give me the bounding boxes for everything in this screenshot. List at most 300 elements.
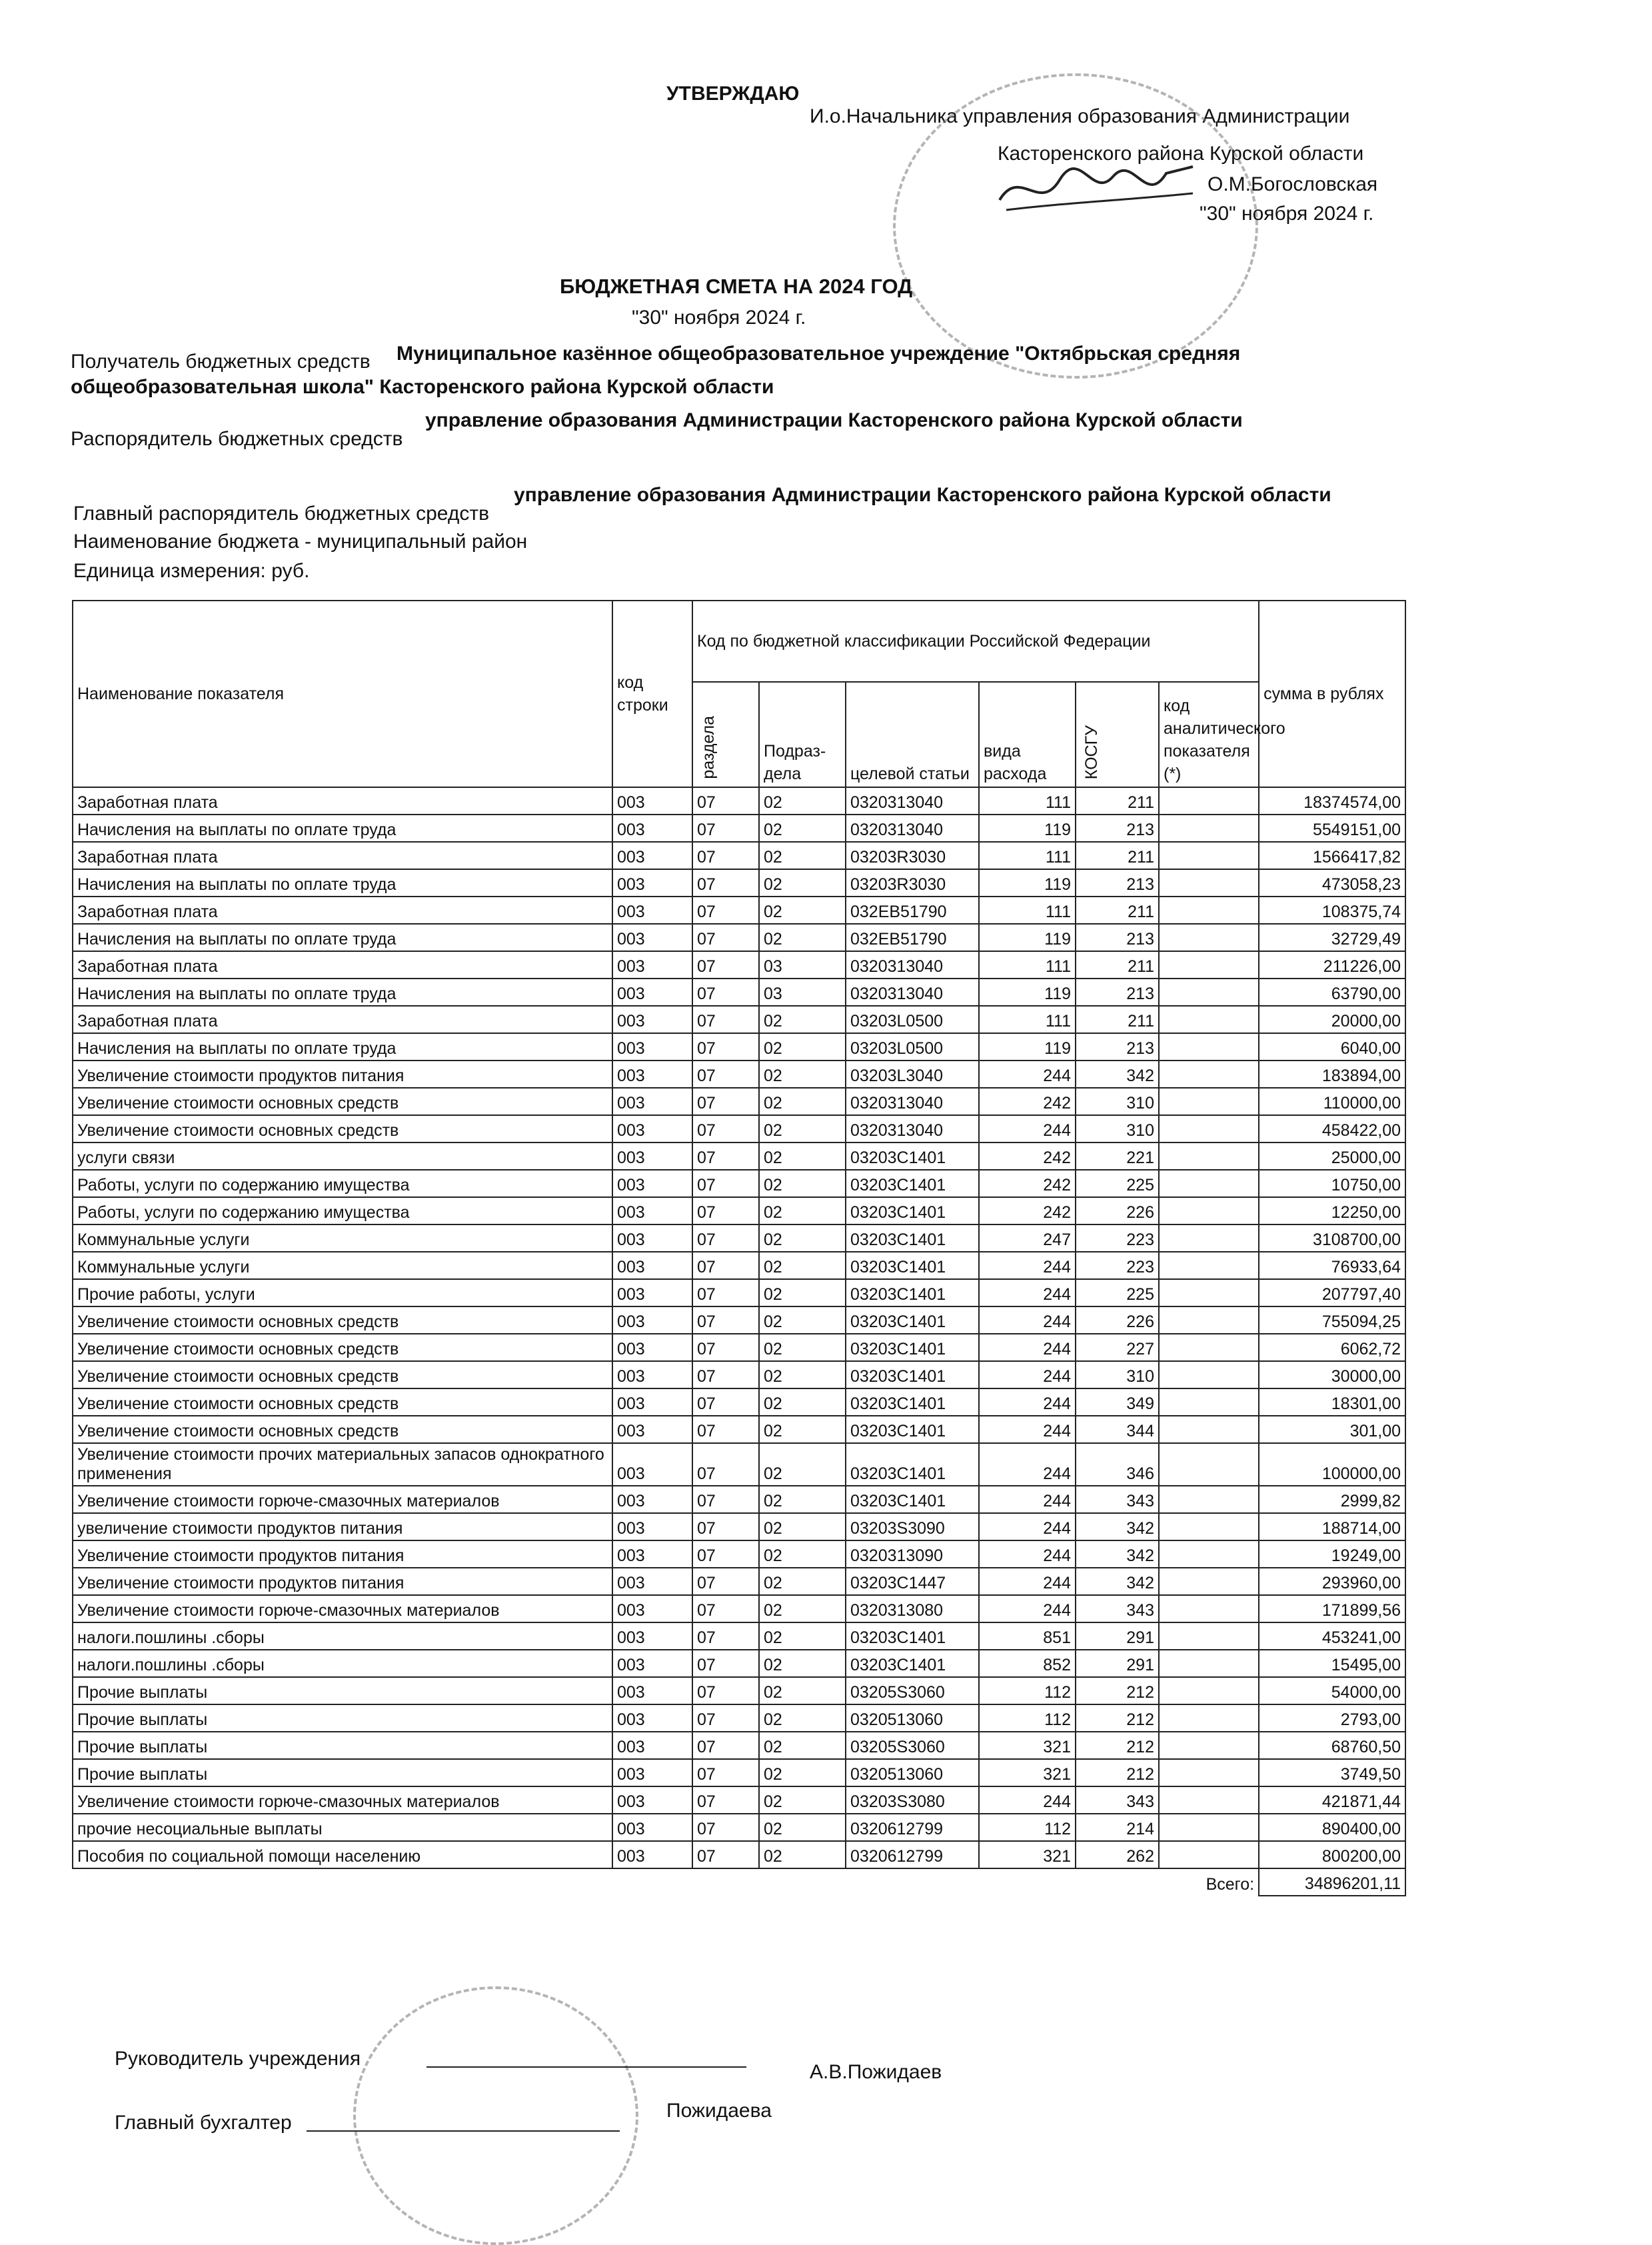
cell-name: Увеличение стоимости продуктов питания (73, 1568, 612, 1595)
cell-sum: 1566417,82 (1259, 842, 1405, 869)
cell-sum: 293960,00 (1259, 1568, 1405, 1595)
cell-subsection: 02 (759, 1841, 846, 1868)
cell-kosgu: 223 (1076, 1224, 1159, 1252)
table-row (73, 1513, 1405, 1540)
table-row (73, 1443, 1405, 1486)
cell-section: 07 (692, 1142, 759, 1170)
cell-sum: 19249,00 (1259, 1540, 1405, 1568)
cell-sum: 211226,00 (1259, 951, 1405, 979)
cell-target: 0320513060 (846, 1704, 979, 1732)
cell-expense: 244 (979, 1443, 1076, 1486)
cell-code: 003 (612, 1252, 692, 1279)
cell-analytic (1159, 897, 1259, 924)
cell-kosgu: 211 (1076, 787, 1159, 815)
cell-name: Увеличение стоимости основных средств (73, 1115, 612, 1142)
cell-name: увеличение стоимости продуктов питания (73, 1513, 612, 1540)
cell-kosgu: 226 (1076, 1306, 1159, 1334)
cell-target: 03203С1401 (846, 1334, 979, 1361)
cell-section: 07 (692, 1388, 759, 1416)
cell-subsection: 02 (759, 1759, 846, 1786)
cell-expense: 242 (979, 1197, 1076, 1224)
cell-subsection: 02 (759, 1786, 846, 1814)
table-row (73, 1622, 1405, 1650)
cell-code: 003 (612, 1361, 692, 1388)
table-row (73, 1142, 1405, 1170)
head-name: А.В.Пожидаев (810, 2061, 942, 2083)
cell-section: 07 (692, 924, 759, 951)
cell-sum: 20000,00 (1259, 1006, 1405, 1033)
cell-subsection: 02 (759, 1033, 846, 1061)
head-signature-line (426, 2066, 746, 2068)
cell-sum: 890400,00 (1259, 1814, 1405, 1841)
cell-kosgu: 212 (1076, 1732, 1159, 1759)
cell-code: 003 (612, 1334, 692, 1361)
cell-expense: 247 (979, 1224, 1076, 1252)
header-sum: сумма в рублях (1259, 601, 1405, 787)
cell-code: 003 (612, 924, 692, 951)
cell-expense: 244 (979, 1786, 1076, 1814)
cell-expense: 244 (979, 1334, 1076, 1361)
recipient-value-1: Муниципальное казённое общеобразовательное учреждение "Октябрьская средняя (397, 343, 1241, 365)
cell-name: Работы, услуги по содержанию имущества (73, 1170, 612, 1197)
cell-subsection: 02 (759, 842, 846, 869)
cell-kosgu: 211 (1076, 897, 1159, 924)
header-name: Наименование показателя (73, 601, 612, 787)
cell-kosgu: 214 (1076, 1814, 1159, 1841)
cell-analytic (1159, 1486, 1259, 1513)
table-row (73, 1786, 1405, 1814)
cell-section: 07 (692, 1622, 759, 1650)
cell-name: Увеличение стоимости основных средств (73, 1306, 612, 1334)
cell-subsection: 02 (759, 787, 846, 815)
cell-code: 003 (612, 1622, 692, 1650)
table-row (73, 1841, 1405, 1868)
cell-analytic (1159, 869, 1259, 897)
table-row (73, 1486, 1405, 1513)
cell-section: 07 (692, 1279, 759, 1306)
cell-kosgu: 291 (1076, 1622, 1159, 1650)
cell-subsection: 02 (759, 1622, 846, 1650)
header-code: код строки (612, 601, 692, 787)
cell-code: 003 (612, 1732, 692, 1759)
cell-target: 03203С1401 (846, 1416, 979, 1443)
cell-kosgu: 343 (1076, 1486, 1159, 1513)
cell-sum: 421871,44 (1259, 1786, 1405, 1814)
cell-subsection: 02 (759, 1306, 846, 1334)
cell-sum: 68760,50 (1259, 1732, 1405, 1759)
cell-sum: 188714,00 (1259, 1513, 1405, 1540)
cell-expense: 111 (979, 1006, 1076, 1033)
table-row (73, 815, 1405, 842)
table-row (73, 1088, 1405, 1115)
cell-expense: 119 (979, 979, 1076, 1006)
cell-subsection: 02 (759, 1595, 846, 1622)
cell-code: 003 (612, 1033, 692, 1061)
cell-section: 07 (692, 1814, 759, 1841)
cell-sum: 54000,00 (1259, 1677, 1405, 1704)
cell-expense: 244 (979, 1568, 1076, 1595)
cell-analytic (1159, 1170, 1259, 1197)
cell-expense: 244 (979, 1416, 1076, 1443)
cell-target: 0320313040 (846, 815, 979, 842)
cell-analytic (1159, 815, 1259, 842)
cell-kosgu: 226 (1076, 1197, 1159, 1224)
cell-sum: 18301,00 (1259, 1388, 1405, 1416)
cell-sum: 18374574,00 (1259, 787, 1405, 815)
cell-kosgu: 212 (1076, 1759, 1159, 1786)
cell-analytic (1159, 1224, 1259, 1252)
cell-code: 003 (612, 1197, 692, 1224)
cell-expense: 112 (979, 1677, 1076, 1704)
cell-section: 07 (692, 1486, 759, 1513)
cell-name: Увеличение стоимости основных средств (73, 1388, 612, 1416)
table-row (73, 787, 1405, 815)
cell-expense: 244 (979, 1279, 1076, 1306)
table-row (73, 1033, 1405, 1061)
cell-kosgu: 343 (1076, 1595, 1159, 1622)
cell-expense: 112 (979, 1704, 1076, 1732)
cell-code: 003 (612, 1279, 692, 1306)
cell-expense: 244 (979, 1061, 1076, 1088)
cell-analytic (1159, 1786, 1259, 1814)
header-group: Код по бюджетной классификации Российской Федерации (692, 601, 1259, 682)
cell-section: 07 (692, 1033, 759, 1061)
cell-target: 032EB51790 (846, 897, 979, 924)
manager-label: Распорядитель бюджетных средств (71, 428, 403, 450)
cell-target: 032EB51790 (846, 924, 979, 951)
cell-analytic (1159, 951, 1259, 979)
cell-subsection: 02 (759, 1197, 846, 1224)
cell-kosgu: 212 (1076, 1677, 1159, 1704)
cell-sum: 6062,72 (1259, 1334, 1405, 1361)
cell-name: Заработная плата (73, 1006, 612, 1033)
document-title: БЮДЖЕТНАЯ СМЕТА НА 2024 ГОД (560, 275, 913, 298)
cell-sum: 755094,25 (1259, 1306, 1405, 1334)
table-row (73, 1361, 1405, 1388)
cell-section: 07 (692, 1088, 759, 1115)
cell-subsection: 02 (759, 1334, 846, 1361)
header-expense: вида расхода (979, 682, 1076, 787)
accountant-label: Главный бухгалтер (115, 2112, 292, 2134)
table-row (73, 951, 1405, 979)
cell-analytic (1159, 787, 1259, 815)
table-row (73, 1540, 1405, 1568)
cell-code: 003 (612, 1841, 692, 1868)
cell-subsection: 02 (759, 1650, 846, 1677)
cell-section: 07 (692, 1334, 759, 1361)
cell-expense: 321 (979, 1759, 1076, 1786)
cell-name: Увеличение стоимости основных средств (73, 1088, 612, 1115)
cell-sum: 15495,00 (1259, 1650, 1405, 1677)
cell-kosgu: 227 (1076, 1334, 1159, 1361)
table-row (73, 1224, 1405, 1252)
cell-analytic (1159, 842, 1259, 869)
cell-analytic (1159, 1513, 1259, 1540)
cell-code: 003 (612, 1224, 692, 1252)
cell-sum: 63790,00 (1259, 979, 1405, 1006)
cell-section: 07 (692, 1595, 759, 1622)
cell-sum: 2999,82 (1259, 1486, 1405, 1513)
cell-kosgu: 213 (1076, 815, 1159, 842)
cell-analytic (1159, 1622, 1259, 1650)
cell-code: 003 (612, 1814, 692, 1841)
recipient-label: Получатель бюджетных средств (71, 351, 371, 373)
approval-signature (993, 153, 1206, 227)
cell-analytic (1159, 1033, 1259, 1061)
cell-section: 07 (692, 815, 759, 842)
cell-expense: 244 (979, 1540, 1076, 1568)
cell-analytic (1159, 1334, 1259, 1361)
cell-kosgu: 310 (1076, 1088, 1159, 1115)
cell-code: 003 (612, 1786, 692, 1814)
cell-section: 07 (692, 842, 759, 869)
cell-section: 07 (692, 1416, 759, 1443)
budget-table (72, 600, 1406, 1896)
cell-analytic (1159, 1443, 1259, 1486)
chief-manager-label: Главный распорядитель бюджетных средств (73, 503, 490, 525)
cell-expense: 111 (979, 897, 1076, 924)
cell-kosgu: 213 (1076, 924, 1159, 951)
cell-target: 03203С1401 (846, 1622, 979, 1650)
cell-sum: 25000,00 (1259, 1142, 1405, 1170)
cell-analytic (1159, 1732, 1259, 1759)
cell-analytic (1159, 1252, 1259, 1279)
table-row (73, 1115, 1405, 1142)
cell-sum: 473058,23 (1259, 869, 1405, 897)
cell-sum: 6040,00 (1259, 1033, 1405, 1061)
cell-subsection: 02 (759, 1677, 846, 1704)
cell-analytic (1159, 1540, 1259, 1568)
cell-name: налоги.пошлины .сборы (73, 1650, 612, 1677)
cell-analytic (1159, 1388, 1259, 1416)
budget-table-body (73, 787, 1405, 1868)
cell-code: 003 (612, 951, 692, 979)
cell-analytic (1159, 1142, 1259, 1170)
cell-sum: 207797,40 (1259, 1279, 1405, 1306)
cell-code: 003 (612, 1486, 692, 1513)
cell-section: 07 (692, 1704, 759, 1732)
cell-target: 03203С1401 (846, 1306, 979, 1334)
cell-expense: 244 (979, 1513, 1076, 1540)
cell-expense: 244 (979, 1306, 1076, 1334)
cell-name: Увеличение стоимости основных средств (73, 1334, 612, 1361)
cell-expense: 242 (979, 1170, 1076, 1197)
cell-expense: 242 (979, 1088, 1076, 1115)
cell-section: 07 (692, 1677, 759, 1704)
cell-target: 03203С1401 (846, 1170, 979, 1197)
cell-code: 003 (612, 1650, 692, 1677)
cell-section: 07 (692, 897, 759, 924)
cell-sum: 5549151,00 (1259, 815, 1405, 842)
cell-analytic (1159, 1677, 1259, 1704)
cell-subsection: 02 (759, 1224, 846, 1252)
cell-target: 0320313040 (846, 1115, 979, 1142)
cell-subsection: 03 (759, 979, 846, 1006)
cell-section: 07 (692, 1252, 759, 1279)
cell-section: 07 (692, 1061, 759, 1088)
cell-section: 07 (692, 1786, 759, 1814)
cell-analytic (1159, 1650, 1259, 1677)
table-row (73, 1650, 1405, 1677)
cell-subsection: 02 (759, 1252, 846, 1279)
table-row (73, 1732, 1405, 1759)
cell-code: 003 (612, 842, 692, 869)
cell-code: 003 (612, 869, 692, 897)
cell-target: 03203R3030 (846, 842, 979, 869)
approval-signer: О.М.Богословская (1208, 173, 1378, 195)
cell-name: Увеличение стоимости горюче-смазочных материалов (73, 1595, 612, 1622)
budget-name: Наименование бюджета - муниципальный район (73, 531, 528, 553)
cell-expense: 321 (979, 1841, 1076, 1868)
table-row (73, 1252, 1405, 1279)
table-row (73, 1814, 1405, 1841)
document-date: "30" ноября 2024 г. (632, 307, 806, 329)
cell-section: 07 (692, 1170, 759, 1197)
cell-sum: 2793,00 (1259, 1704, 1405, 1732)
cell-code: 003 (612, 1088, 692, 1115)
cell-kosgu: 213 (1076, 979, 1159, 1006)
cell-analytic (1159, 1061, 1259, 1088)
cell-kosgu: 211 (1076, 842, 1159, 869)
cell-subsection: 02 (759, 1513, 846, 1540)
table-row (73, 897, 1405, 924)
cell-section: 07 (692, 1306, 759, 1334)
table-row (73, 1197, 1405, 1224)
cell-code: 003 (612, 1006, 692, 1033)
cell-expense: 119 (979, 869, 1076, 897)
cell-kosgu: 344 (1076, 1416, 1159, 1443)
cell-expense: 111 (979, 787, 1076, 815)
cell-analytic (1159, 1088, 1259, 1115)
approval-line-1: И.о.Начальника управления образования Администрации (810, 105, 1350, 127)
cell-sum: 32729,49 (1259, 924, 1405, 951)
header-target: целевой статьи (846, 682, 979, 787)
cell-analytic (1159, 1115, 1259, 1142)
cell-sum: 800200,00 (1259, 1841, 1405, 1868)
table-row (73, 842, 1405, 869)
cell-analytic (1159, 1361, 1259, 1388)
cell-expense: 321 (979, 1732, 1076, 1759)
cell-section: 07 (692, 1361, 759, 1388)
cell-target: 0320313040 (846, 979, 979, 1006)
cell-target: 0320612799 (846, 1841, 979, 1868)
cell-target: 03203С1401 (846, 1486, 979, 1513)
cell-code: 003 (612, 1388, 692, 1416)
cell-name: Начисления на выплаты по оплате труда (73, 1033, 612, 1061)
cell-expense: 119 (979, 1033, 1076, 1061)
cell-kosgu: 211 (1076, 1006, 1159, 1033)
cell-target: 0320313040 (846, 787, 979, 815)
cell-subsection: 02 (759, 1170, 846, 1197)
cell-section: 07 (692, 1443, 759, 1486)
table-row (73, 1334, 1405, 1361)
cell-kosgu: 291 (1076, 1650, 1159, 1677)
cell-name: Увеличение стоимости продуктов питания (73, 1540, 612, 1568)
table-row (73, 1568, 1405, 1595)
cell-kosgu: 343 (1076, 1786, 1159, 1814)
cell-target: 03203С1401 (846, 1361, 979, 1388)
cell-name: Увеличение стоимости основных средств (73, 1416, 612, 1443)
cell-target: 0320313080 (846, 1595, 979, 1622)
cell-kosgu: 221 (1076, 1142, 1159, 1170)
cell-subsection: 02 (759, 1568, 846, 1595)
cell-kosgu: 310 (1076, 1361, 1159, 1388)
cell-expense: 119 (979, 815, 1076, 842)
table-row (73, 1704, 1405, 1732)
cell-name: Прочие выплаты (73, 1759, 612, 1786)
cell-expense: 111 (979, 951, 1076, 979)
table-row (73, 924, 1405, 951)
cell-target: 03205S3060 (846, 1732, 979, 1759)
cell-expense: 244 (979, 1595, 1076, 1622)
cell-target: 03205S3060 (846, 1677, 979, 1704)
cell-analytic (1159, 1704, 1259, 1732)
cell-section: 07 (692, 1650, 759, 1677)
cell-kosgu: 349 (1076, 1388, 1159, 1416)
cell-sum: 171899,56 (1259, 1595, 1405, 1622)
approval-heading: УТВЕРЖДАЮ (666, 83, 800, 105)
cell-sum: 453241,00 (1259, 1622, 1405, 1650)
cell-name: Прочие выплаты (73, 1677, 612, 1704)
cell-subsection: 02 (759, 1388, 846, 1416)
cell-section: 07 (692, 1513, 759, 1540)
chief-manager-value: управление образования Администрации Касторенского района Курской области (514, 484, 1331, 506)
cell-name: Коммунальные услуги (73, 1224, 612, 1252)
cell-sum: 76933,64 (1259, 1252, 1405, 1279)
cell-kosgu: 342 (1076, 1540, 1159, 1568)
header-section: раздела (692, 682, 759, 787)
table-row (73, 1677, 1405, 1704)
cell-analytic (1159, 1814, 1259, 1841)
cell-target: 03203L3040 (846, 1061, 979, 1088)
cell-kosgu: 262 (1076, 1841, 1159, 1868)
cell-target: 03203L0500 (846, 1033, 979, 1061)
cell-sum: 301,00 (1259, 1416, 1405, 1443)
cell-subsection: 02 (759, 1279, 846, 1306)
cell-name: Работы, услуги по содержанию имущества (73, 1197, 612, 1224)
cell-target: 03203С1401 (846, 1279, 979, 1306)
total-label: Всего: (1206, 1875, 1255, 1894)
cell-sum: 12250,00 (1259, 1197, 1405, 1224)
cell-sum: 458422,00 (1259, 1115, 1405, 1142)
cell-expense: 851 (979, 1622, 1076, 1650)
cell-name: Увеличение стоимости горюче-смазочных материалов (73, 1786, 612, 1814)
cell-subsection: 02 (759, 1540, 846, 1568)
cell-section: 07 (692, 1841, 759, 1868)
cell-sum: 100000,00 (1259, 1443, 1405, 1486)
cell-section: 07 (692, 1732, 759, 1759)
table-row (73, 1306, 1405, 1334)
cell-target: 03203С1401 (846, 1388, 979, 1416)
cell-name: прочие несоциальные выплаты (73, 1814, 612, 1841)
header-subsection: Подраз-дела (759, 682, 846, 787)
table-row (73, 1388, 1405, 1416)
cell-section: 07 (692, 1759, 759, 1786)
measure-unit: Единица измерения: руб. (73, 560, 310, 582)
cell-name: Заработная плата (73, 897, 612, 924)
cell-name: Начисления на выплаты по оплате труда (73, 979, 612, 1006)
cell-sum: 110000,00 (1259, 1088, 1405, 1115)
cell-analytic (1159, 1197, 1259, 1224)
cell-section: 07 (692, 1006, 759, 1033)
cell-analytic (1159, 1595, 1259, 1622)
cell-subsection: 02 (759, 1443, 846, 1486)
accountant-signature-line (307, 2130, 620, 2132)
cell-section: 07 (692, 1540, 759, 1568)
cell-section: 07 (692, 979, 759, 1006)
cell-analytic (1159, 1279, 1259, 1306)
cell-target: 0320313040 (846, 1088, 979, 1115)
